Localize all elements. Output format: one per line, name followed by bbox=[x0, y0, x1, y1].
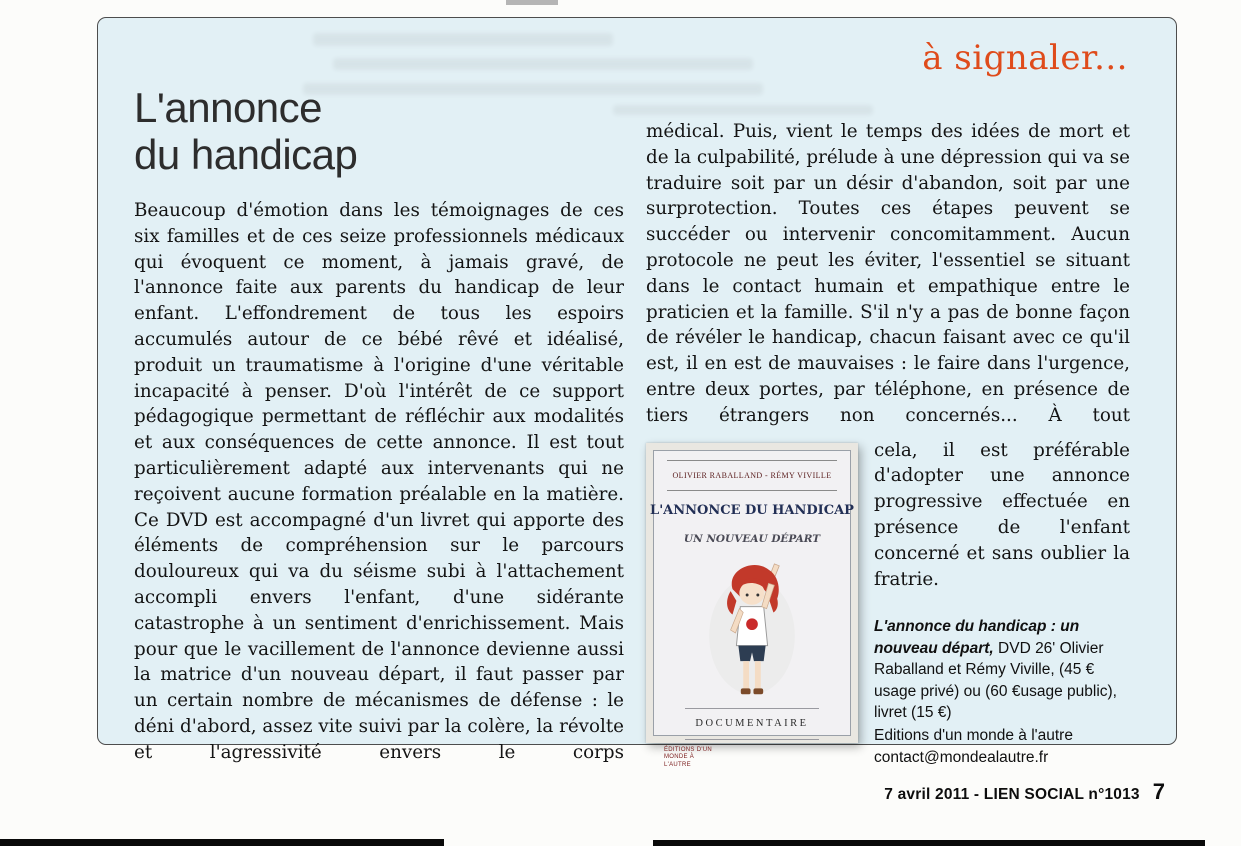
dvd-caption-publisher: Editions d'un monde à l'autre bbox=[874, 726, 1073, 744]
scan-artifact-bar bbox=[653, 840, 1205, 846]
article-paragraph-wrap: cela, il est préférable d'adopter une annonce progressive effectuée en présence de l'enfant concerné et sans oublier la fratrie. bbox=[874, 439, 1130, 590]
dvd-caption bbox=[874, 616, 1130, 769]
footer-issue-text: 7 avril 2011 - LIEN SOCIAL n°1013 bbox=[884, 786, 1140, 803]
dvd-subtitle: UN NOUVEAU DÉPART bbox=[683, 533, 821, 546]
dvd-caption-body: DVD 26' Olivier Raballand et Rémy Viville, (45 € usage privé) ou (60 €usage public), livret (15 €) bbox=[874, 639, 1117, 722]
article-title-line2: du handicap bbox=[134, 131, 358, 178]
dvd-caption-text bbox=[874, 616, 1130, 724]
article-panel bbox=[97, 17, 1177, 768]
article-paragraph-left: Beaucoup d'émotion dans les témoignages de ces six familles et de ces seize professionnels médicaux qui évoquent ce moment, à jamais gravé, de l'annonce faite aux parents du handicap de leur enfant. L'effondrement de tous les espoirs accumulés autour de ce bébé rêvé et idéalisé, produit un traumatisme à l'origine d'une véritable incapacité à penser. D'où l'intérêt de ce support pédagogique permettant de réfléchir aux modalités et aux conséquences de cette annonce. Il est tout particulièrement adapté aux intervenants qui ne reçoivent aucune formation préalable en la matière. Ce DVD est accompagné d'un livret qui apporte des éléments de compréhension sur le parcours douloureux qui va du séisme subi à l'attachement accompli envers l'enfant, d'une sidérante catastrophe à un sentiment d'enrichissement. Mais pour que le vacillement de l'annonce devienne aussi la matrice d'un nouveau départ, il faut passer par un certain nombre de mécanismes de défense : le déni d'abord, assez vite suivi par la colère, la révolte et l'agressivité envers le corps bbox=[134, 200, 624, 763]
dvd-cover-photo bbox=[646, 443, 858, 768]
bleed-through-artifact bbox=[333, 58, 753, 70]
article-paragraph-right: médical. Puis, vient le temps des idées de mort et de la culpabilité, prélude à une dépression qui va se traduire soit par un désir d'abandon, soit par une surprotection. Toutes ces étapes peuvent se succéder ou intervenir concomitamment. Aucun protocole ne peut les éviter, l'essentiel se situant dans le contact humain et empathique entre le praticien et la famille. S'il n'y a pas de bonne façon de révéler le handicap, chacun faisant avec ce qu'il est, il en est de mauvaises : le faire dans l'urgence, entre deux portes, par téléphone, en présence de tiers étrangers non concernés... À tout bbox=[646, 121, 1130, 426]
dvd-caption-title: L'annonce du handicap : un nouveau départ, bbox=[874, 618, 1080, 657]
page-footer bbox=[884, 779, 1165, 805]
article-title-line1: L'annonce bbox=[134, 84, 323, 131]
footer-page-number: 7 bbox=[1152, 779, 1165, 804]
section-label: à signaler... bbox=[922, 38, 1128, 78]
dvd-cover bbox=[650, 450, 854, 768]
scan-artifact-smudge bbox=[506, 0, 558, 5]
dvd-authors-line: OLIVIER RABALLAND - RÉMY VIVILLE bbox=[667, 460, 836, 492]
bleed-through-artifact bbox=[303, 83, 763, 95]
article-column-left bbox=[134, 198, 624, 766]
dvd-title: L'ANNONCE DU HANDICAP bbox=[650, 503, 854, 519]
wrap-text-region bbox=[874, 438, 1130, 769]
dvd-publisher-logo: ÉDITIONS D'UN MONDE À L'AUTRE bbox=[664, 746, 713, 768]
scan-artifact-bar bbox=[0, 839, 444, 846]
article-lower-right-region bbox=[646, 438, 1130, 769]
bleed-through-artifact bbox=[313, 33, 613, 46]
dvd-genre-label: DOCUMENTAIRE bbox=[685, 708, 818, 740]
dvd-caption-email: contact@mondealautre.fr bbox=[874, 749, 1049, 767]
girl-illustration bbox=[693, 558, 811, 704]
article-title bbox=[134, 84, 357, 178]
bleed-through-artifact bbox=[613, 105, 873, 115]
article-column-right bbox=[646, 119, 1130, 769]
